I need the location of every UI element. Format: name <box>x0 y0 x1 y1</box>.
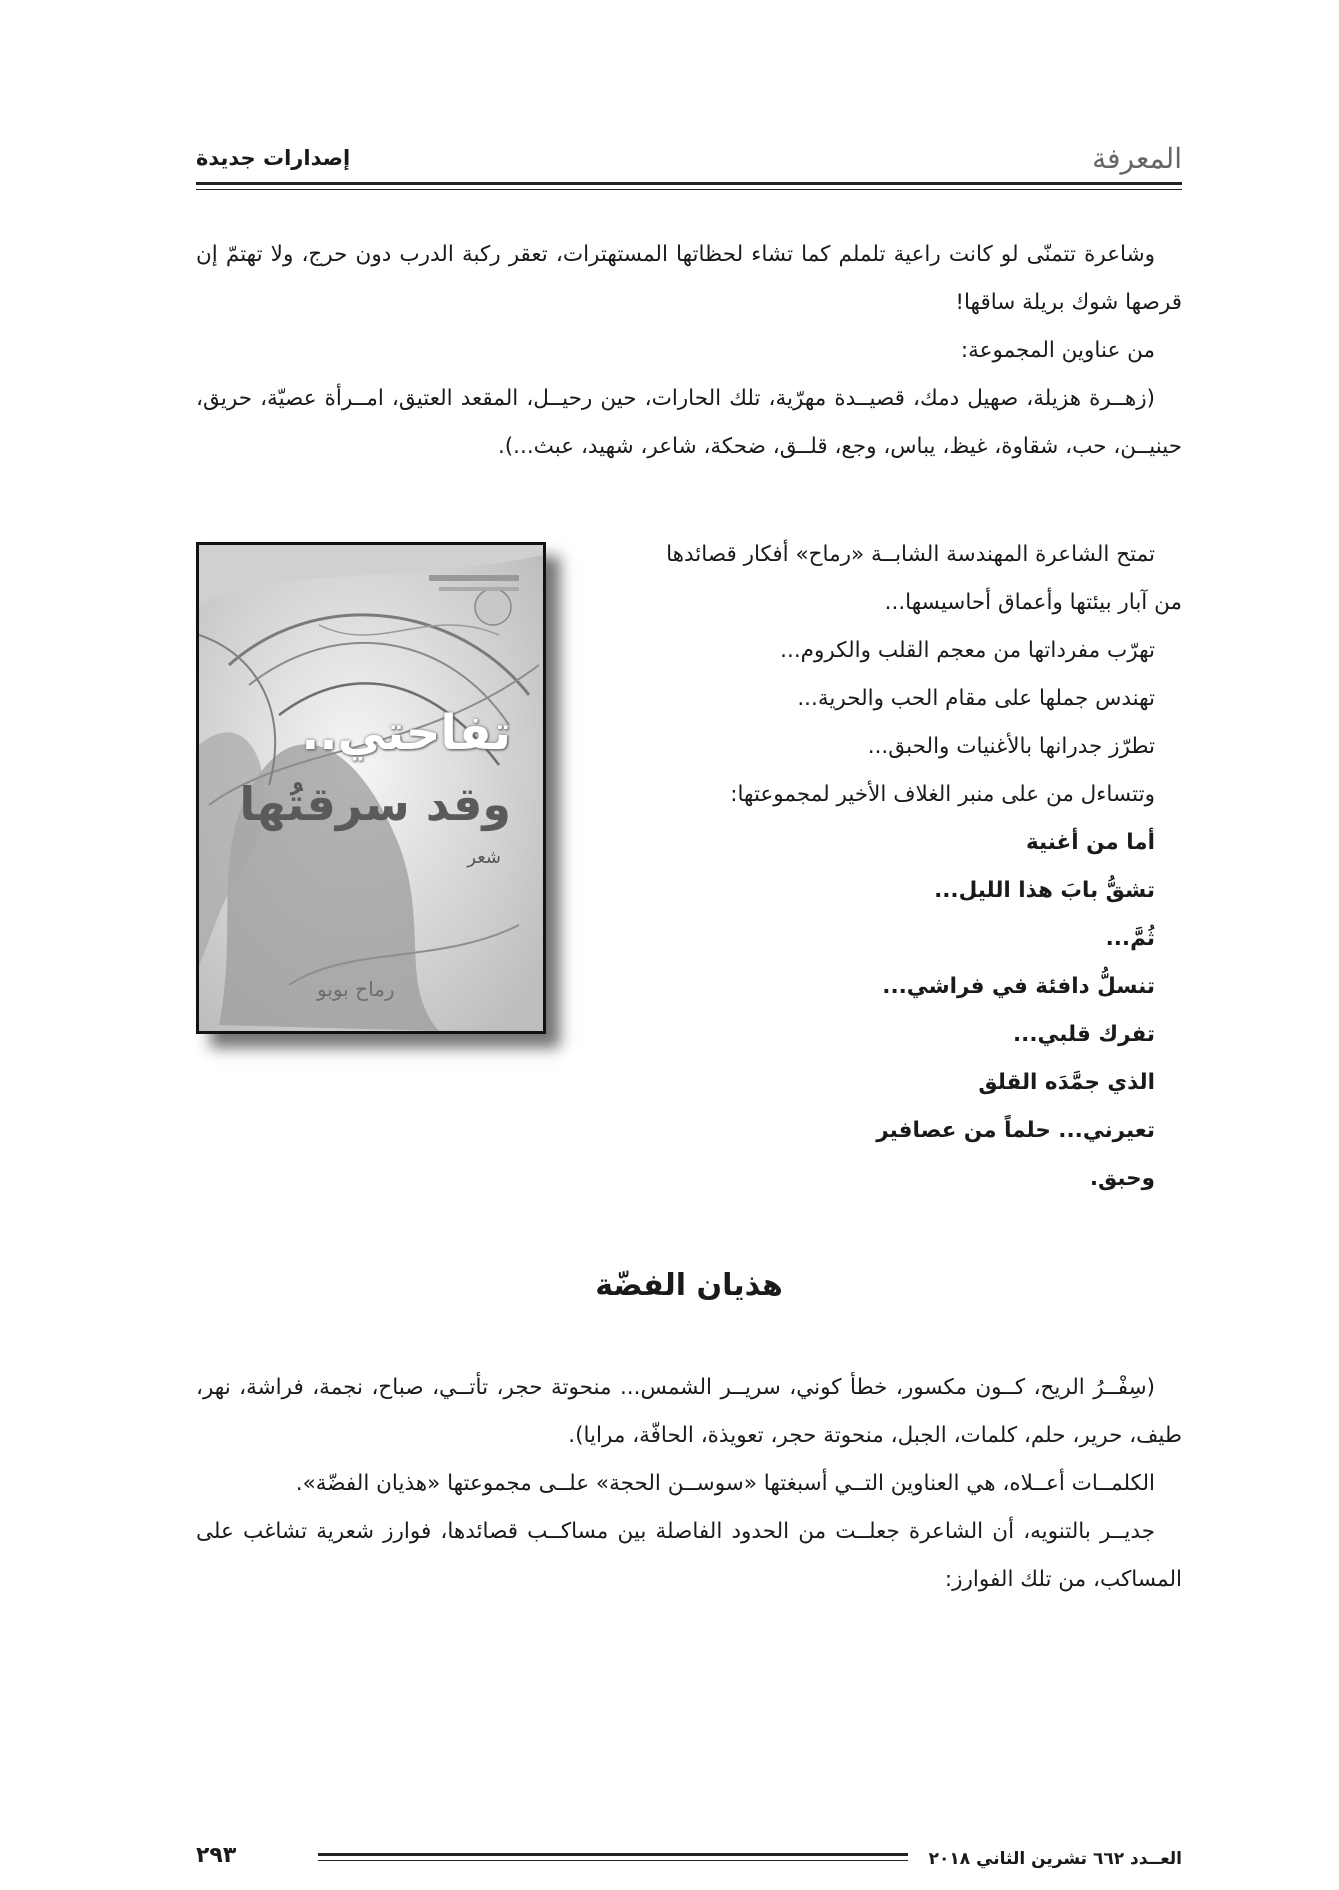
header-rule <box>196 182 1182 185</box>
poem-line: تنسلُّ دافئة في فراشي... <box>882 974 1155 999</box>
paragraph: (زهــرة هزيلة، صهيل دمك، قصيــدة مهرّية، تلك الحارات، حين رحيــل، المقعد العتيق، امــرأة عصيّة، حريق، حينيــن، حب، شقاوة، غيظ، يباس، وجع، قلــق، ضحكة، شاعر، شهيد، عبث...). <box>196 386 1182 459</box>
paragraph: (سِفْــرُ الريح، كــون مكسور، خطأ كوني، سريــر الشمس... منحوتة حجر، تأتــي، صباح، نجمة، فراشة، نهر، طيف، حرير، حلم، كلمات، الجبل، منحوتة حجر، تعويذة، الحافّة، مرايا). <box>196 1375 1182 1448</box>
book-description <box>564 531 1182 1203</box>
text-line: من آبار بيئتها وأعماق أحاسيسها... <box>884 590 1182 615</box>
paragraph: الكلمــات أعــلاه، هي العناوين التــي أسبغتها «سوســن الحجة» علــى مجموعتها «هذيان الفضّة». <box>295 1471 1155 1496</box>
text-line: تطرّز جدرانها بالأغنيات والحبق... <box>867 734 1155 759</box>
page-number: ٢٩٣ <box>196 1843 237 1868</box>
poem-line: تعيرني... حلماً من عصافير <box>876 1118 1155 1143</box>
paragraph: وشاعرة تتمنّى لو كانت راعية تلملم كما تشاء لحظاتها المستهترات، تعقر ركبة الدرب دون حرج، ولا تهتمّ إن قرصها شوك بريلة ساقها! <box>196 242 1182 315</box>
poem-line: تشقُّ بابَ هذا الليل... <box>934 878 1155 903</box>
section-title: إصدارات جديدة <box>196 146 351 170</box>
text-line: تهندس جملها على مقام الحب والحرية... <box>797 686 1155 711</box>
footer-rule <box>318 1853 908 1856</box>
poem-line: تفرك قلبي... <box>1013 1022 1155 1047</box>
poem-line: أما من أغنية <box>1025 830 1155 855</box>
issue-info: العــدد ٦٦٢ تشرين الثاني ٢٠١٨ <box>928 1849 1182 1869</box>
text-line: تهرّب مفرداتها من معجم القلب والكروم... <box>780 638 1155 663</box>
magazine-logo: المعرفة <box>1092 142 1182 175</box>
header-rule-thin <box>196 189 1182 190</box>
poem-line: الذي جمَّدَه القلق <box>978 1070 1155 1095</box>
poem-line: ثُمَّ... <box>1105 926 1155 951</box>
cover-genre: شعر <box>467 847 501 868</box>
page-header <box>196 138 1182 188</box>
text-line: تمتح الشاعرة المهندسة الشابــة «رماح» أفكار قصائدها <box>666 542 1155 567</box>
cover-author: رماح بوبو <box>317 977 395 1001</box>
footer-rule-thin <box>318 1860 908 1861</box>
paragraph: جديــر بالتنويه، أن الشاعرة جعلــت من الحدود الفاصلة بين مساكــب قصائدها، فوارز شعرية تشاغب على المساكب، من تلك الفوارز: <box>196 1519 1182 1592</box>
poem-line: وحبق. <box>1089 1166 1155 1191</box>
paragraph: من عناوين المجموعة: <box>960 338 1155 363</box>
intro-text <box>196 231 1182 471</box>
text-line: وتتساءل من على منبر الغلاف الأخير لمجموعتها: <box>730 782 1155 807</box>
section2-text <box>196 1364 1182 1604</box>
cover-subtitle: وقد سرقتُها <box>239 777 511 831</box>
cover-title: تفاحتي.. <box>301 705 511 761</box>
book-cover-image <box>196 542 546 1034</box>
section-heading: هذيان الفضّة <box>595 1268 783 1303</box>
